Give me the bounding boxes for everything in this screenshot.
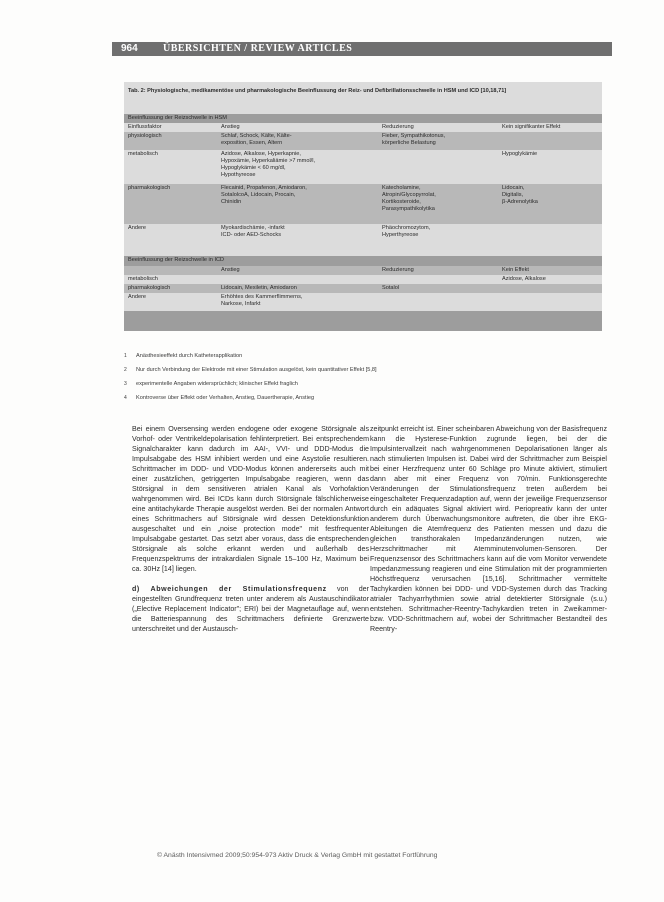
header-cell: Kein Effekt: [502, 267, 529, 273]
footnote-mark: 2: [124, 367, 127, 373]
footnote-mark: 3: [124, 381, 127, 387]
table-2: [124, 82, 602, 358]
table-cell: Lidocain, Mexiletin, Amiodaron: [221, 285, 297, 291]
footnote: Nur durch Verbindung der Elektrode mit einer Stimulation ausgelöst, kein quantitativer Effekt [5,8]: [136, 367, 377, 373]
section-heading: d) Abweichungen der Stimulationsfrequenz: [132, 585, 327, 593]
table-bottom-band: [124, 311, 602, 331]
footnote-mark: 1: [124, 353, 127, 359]
table-row: [124, 132, 602, 150]
body-paragraph: von der eingestellten Grundfrequenz treten unter anderem als Austauschindikator („Elective Replacement Indicator"; ERI) bei der Magnetauflage auf, wenn die Batteriespannung des Schrittmachers definierte Grenzwerte unterschreitet und der Austausch-: [132, 585, 369, 633]
header-cell: Kein signifikanter Effekt: [502, 124, 561, 130]
section1-title-row: [124, 114, 602, 123]
footnote: experimentelle Angaben widersprüchlich; klinischer Effekt fraglich: [136, 381, 298, 387]
table-cell: Azidose, Alkalose: [502, 276, 546, 282]
table-cell: Schlaf, Schock, Kälte, Kälte- exposition, Essen, Altern: [221, 133, 292, 146]
table-cell: physiologisch: [128, 133, 162, 139]
table-cell: Andere: [128, 294, 147, 300]
section2-title: Beeinflussung der Reizschwelle in ICD: [128, 257, 225, 263]
footnote: Anästhesieeffekt durch Katheterapplikation: [136, 353, 243, 359]
table-cell: Katecholamine, Atropin/Glycopyrrolat, Kortikosteroide, Parasympathikolytika: [382, 185, 436, 212]
table-cell: Phäochromozytom, Hyperthyreose: [382, 225, 431, 238]
table-cell: Lidocain, Digitalis, β-Adrenolytika: [502, 185, 538, 205]
page-number: 964: [121, 43, 138, 54]
body-column-right: [370, 424, 607, 744]
table-cell: Myokardischämie, -infarkt ICD- oder AED-Schocks: [221, 225, 285, 238]
body-column-left: [132, 424, 369, 744]
header-cell: Reduzierung: [382, 124, 414, 130]
section-title: ÜBERSICHTEN / REVIEW ARTICLES: [163, 43, 353, 54]
header-cell: Reduzierung: [382, 267, 414, 273]
table-cell: pharmakologisch: [128, 285, 171, 291]
table-cell: Erhöhtes des Kammerflimmerns, Narkose, Infarkt: [221, 294, 303, 307]
table-cell: pharmakologisch: [128, 185, 171, 191]
section2-header-row: [124, 266, 602, 275]
table-row: [124, 293, 602, 311]
footnote-mark: 4: [124, 395, 127, 401]
table-cell: Hypoglykämie: [502, 151, 538, 157]
table-row: [124, 275, 602, 284]
table-cell: Andere: [128, 225, 147, 231]
table-cell: Sotalol: [382, 285, 400, 291]
table-cell: Flecainid, Propafenon, Amiodaron, SotalolcoA, Lidocain, Procain, Chinidin: [221, 185, 307, 205]
footer-copyright: © Anästh Intensivmed 2009;50:954-973 Aktiv Druck & Verlag GmbH mit gestattet Fortführung: [157, 852, 438, 859]
table-caption: Tab. 2: Physiologische, medikamentöse und pharmakologische Beeinflussung der Reiz- und Defibrillationsschwelle in HSM und ICD [10,18,71]: [128, 88, 507, 94]
table-row: [124, 224, 602, 256]
section2-title-row: [124, 256, 602, 266]
body-paragraph: Bei einem Oversensing werden endogene oder exogene Störsignale als Vorhof- oder Ventrikeldepolarisation fehlinterpretiert. Bei entsprechendem Signalcharakter kann dadurch im AAI-, VVI- und DDD-Modus die Impulsabgabe des HSM inhibiert werden und eine Asystolie resultieren. Schrittmacher im DDD- und VDD-Modus können andererseits auch mit einer zusätzlichen, getriggerten Impulsabgabe reagieren, wenn das Störsignal in dem sensitiveren atrialen Kanal als Vorhofaktion wahrgenommen wird. Bei ICDs kann durch Störsignale fälschlicherweise eine antitachykarde Therapie ausgelöst werden. Bei der normalen Antwort eines Schrittmachers auf Störsignale wird dessen Detektionsfunktion ausgeschaltet und ein „noise protection mode" mit festfrequenter Impulsabgabe gestartet. Das setzt aber voraus, dass die entsprechenden Störsignale als solche erkannt werden und außerhalb des Frequenzspektrums der intrakardialen Signale 15–100 Hz, Maximum bei ca. 30Hz [14] liegen.: [132, 425, 369, 573]
table-cell: Fieber, Sympathikotonus, körperliche Belastung: [382, 133, 446, 146]
table-row: [124, 150, 602, 184]
table-row: [124, 284, 602, 293]
section1-title: Beeinflussung der Reizschwelle in HSM: [128, 115, 227, 121]
header-cell: Anstieg: [221, 267, 240, 273]
header-cell: Anstieg: [221, 124, 240, 130]
table-caption-row: [124, 82, 602, 114]
header-cell: Einflussfaktor: [128, 124, 162, 130]
table-cell: Azidose, Alkalose, Hyperkapnie, Hypoxämie, Hyperkaliämie >7 mmol/l, Hypoglykämie < 60 mg/dl, Hypothyreose: [221, 151, 316, 178]
table-row: [124, 184, 602, 224]
table-cell: metabolisch: [128, 276, 158, 282]
footnote: Kontroverse über Effekt oder Verhalten, Anstieg, Dauertherapie, Anstieg: [136, 395, 315, 401]
table-header-row: [124, 123, 602, 132]
body-paragraph: zeitpunkt erreicht ist. Einer scheinbaren Abweichung von der Basisfrequenz kann die Hysterese-Funktion zugrunde liegen, bei der die Impulsintervallzeit nach wahrgenommenen Depolarisationen länger als nach stimulierten Impulsen ist. Dabei wird der Schrittmacher zum Beispiel bei einer Herzfrequenz unter 60 Schläge pro Minute aktiviert, stimuliert dann aber mit einer Frequenz von 70/min. Funktionsgerechte Veränderungen der Stimulationsfrequenz treten außerdem bei eingeschalteter Frequenzadaption auf, wenn der jeweilige Frequenzsensor durch ein adäquates Signal aktiviert wird. Periopreativ kann der unter anderem durch Überwachungsmonitore auftreten, die über ihre EKG-Ableitungen die Atemfrequenz des Patienten messen und dazu die gleichen transthorakalen Impedanzänderungen nutzen, wie Herzschrittmacher mit Atemminutenvolumen-Sensoren. Der Frequenzsensor des Schrittmachers kann auf die vom Monitor verwendete Impedanzmessung reagieren und eine Stimulation mit der programmierten Höchstfrequenz verursachen [15,16]. Schrittmacher vermittelte Tachykardien können bei DDD- und VDD-Systemen durch das Tracking atrialer Tachyarrhythmien sowie atrial detektierter Störsignale (s.u.) entstehen. Schrittmacher-Reentry-Tachykardien treten in Zweikammer- bzw. VDD-Schrittmachern auf, wobei der Schrittmacher Bestandteil des Reentry-: [370, 425, 607, 633]
table-cell: metabolisch: [128, 151, 158, 157]
